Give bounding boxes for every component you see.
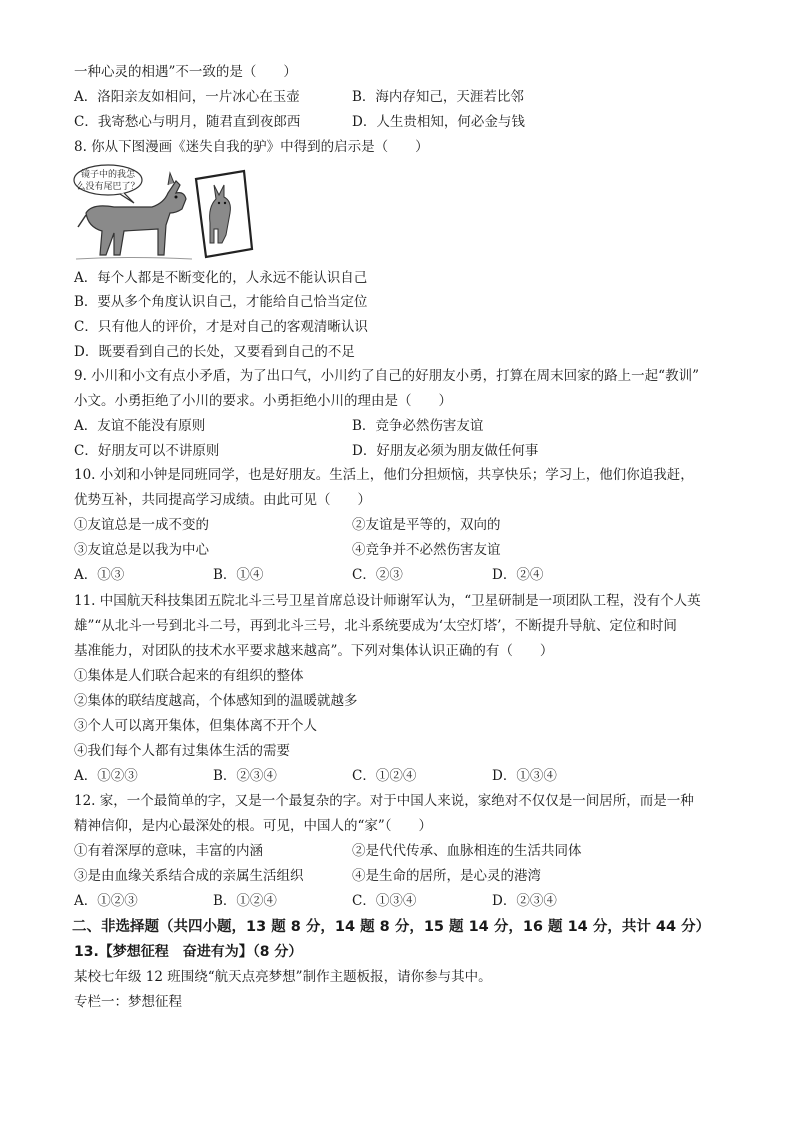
- q10-option-a: A．①③: [74, 567, 125, 583]
- q10-stem-line1: 10. 小刘和小钟是同班同学，也是好朋友。生活上，他们分担烦恼，共享快乐；学习上，他们你追我赶，: [74, 467, 694, 483]
- q12-statement-4: ④是生命的居所，是心灵的港湾: [352, 868, 541, 884]
- q10-option-c: C．②③: [352, 567, 403, 583]
- q9-option-b: B．竞争必然伤害友谊: [352, 418, 484, 434]
- q7-option-d: D．人生贵相知，何必金与钱: [352, 114, 525, 130]
- q9-option-a: A．友谊不能没有原则: [74, 418, 206, 434]
- q12-stem-line1: 12. 家，一个最简单的字，又是一个最复杂的字。对于中国人来说，家绝对不仅仅是一间居所，而是一种: [74, 793, 694, 809]
- bubble-line-2: 么没有尾巴了？: [76, 182, 140, 192]
- q11-stem-line2: 雄”“从北斗一号到北斗二号，再到北斗三号，北斗系统要成为‘太空灯塔’，不断提升导航、定位和时间: [74, 618, 677, 634]
- q11-statement-2: ②集体的联结度越高，个体感知到的温暖就越多: [74, 693, 358, 709]
- q7-stem-tail: 一种心灵的相遇”不一致的是（ ）: [74, 64, 297, 80]
- q11-option-c: C．①②④: [352, 768, 417, 784]
- q7-option-c: C．我寄愁心与明月，随君直到夜郎西: [74, 114, 301, 130]
- q13-intro: 某校七年级 12 班围绕“航天点亮梦想”制作主题板报，请你参与其中。: [74, 969, 492, 985]
- q7-option-b: B．海内存知己，天涯若比邻: [352, 89, 524, 105]
- q12-statement-2: ②是代代传承、血脉相连的生活共同体: [352, 843, 582, 859]
- q8-option-c: C．只有他人的评价，才是对自己的客观清晰认识: [74, 319, 368, 335]
- cartoon-drawing: [72, 163, 272, 263]
- q7-option-a: A．洛阳亲友如相问，一片冰心在玉壶: [74, 89, 300, 105]
- q8-stem: 8. 你从下图漫画《迷失自我的驴》中得到的启示是（ ）: [74, 139, 429, 155]
- q8-option-d: D．既要看到自己的长处，又要看到自己的不足: [74, 344, 355, 360]
- q9-option-c: C．好朋友可以不讲原则: [74, 443, 220, 459]
- q11-statement-1: ①集体是人们联合起来的有组织的整体: [74, 668, 304, 684]
- q9-option-d: D．好朋友必须为朋友做任何事: [352, 443, 539, 459]
- mirror-figure: [196, 171, 252, 257]
- q9-stem-line1: 9. 小川和小文有点小矛盾，为了出口气，小川约了自己的好朋友小勇，打算在周末回家的路上一起“教训”: [74, 368, 699, 384]
- q11-stem-line3: 基准能力，对团队的技术水平要求越来越高”。下列对集体认识正确的有（ ）: [74, 643, 554, 659]
- q9-stem-line2: 小文。小勇拒绝了小川的要求。小勇拒绝小川的理由是（ ）: [74, 393, 452, 409]
- q11-option-b: B．②③④: [213, 768, 277, 784]
- q12-option-a: A．①②③: [74, 893, 138, 909]
- q12-statement-1: ①有着深厚的意味，丰富的内涵: [74, 843, 263, 859]
- q11-option-a: A．①②③: [74, 768, 138, 784]
- section-heading: 二、非选择题（共四小题，13 题 8 分，14 题 8 分，15 题 14 分，16 题 14 分，共计 44 分）: [72, 919, 711, 935]
- q10-stem-line2: 优势互补，共同提高学习成绩。由此可见（ ）: [74, 492, 371, 508]
- q11-stem-line1: 11. 中国航天科技集团五院北斗三号卫星首席总设计师谢军认为，“卫星研制是一项团队工程，没有个人英: [74, 593, 701, 609]
- q10-option-b: B．①④: [213, 567, 264, 583]
- q10-statement-1: ①友谊总是一成不变的: [74, 517, 209, 533]
- q8-option-b: B．要从多个角度认识自己，才能给自己恰当定位: [74, 294, 368, 310]
- q10-statement-4: ④竞争并不必然伤害友谊: [352, 542, 501, 558]
- bubble-line-1: 镜子中的我怎: [80, 170, 136, 180]
- q12-option-d: D．②③④: [492, 893, 557, 909]
- q10-statement-3: ③友谊总是以我为中心: [74, 542, 209, 558]
- donkey-mirror-cartoon: [72, 163, 272, 263]
- q12-statement-3: ③是由血缘关系结合成的亲属生活组织: [74, 868, 304, 884]
- q10-option-d: D．②④: [492, 567, 544, 583]
- q12-option-c: C．①③④: [352, 893, 417, 909]
- q11-statement-3: ③个人可以离开集体，但集体离不开个人: [74, 718, 317, 734]
- q11-statement-4: ④我们每个人都有过集体生活的需要: [74, 743, 290, 759]
- q12-option-b: B．①②④: [213, 893, 277, 909]
- q12-stem-line2: 精神信仰，是内心最深处的根。可见，中国人的“家”（ ）: [74, 818, 433, 834]
- q10-statement-2: ②友谊是平等的，双向的: [352, 517, 501, 533]
- q11-option-d: D．①③④: [492, 768, 557, 784]
- q13-title: 13.【梦想征程 奋进有为】（8 分）: [74, 944, 303, 960]
- q8-option-a: A．每个人都是不断变化的，人永远不能认识自己: [74, 270, 368, 286]
- q13-column-1: 专栏一：梦想征程: [74, 994, 182, 1010]
